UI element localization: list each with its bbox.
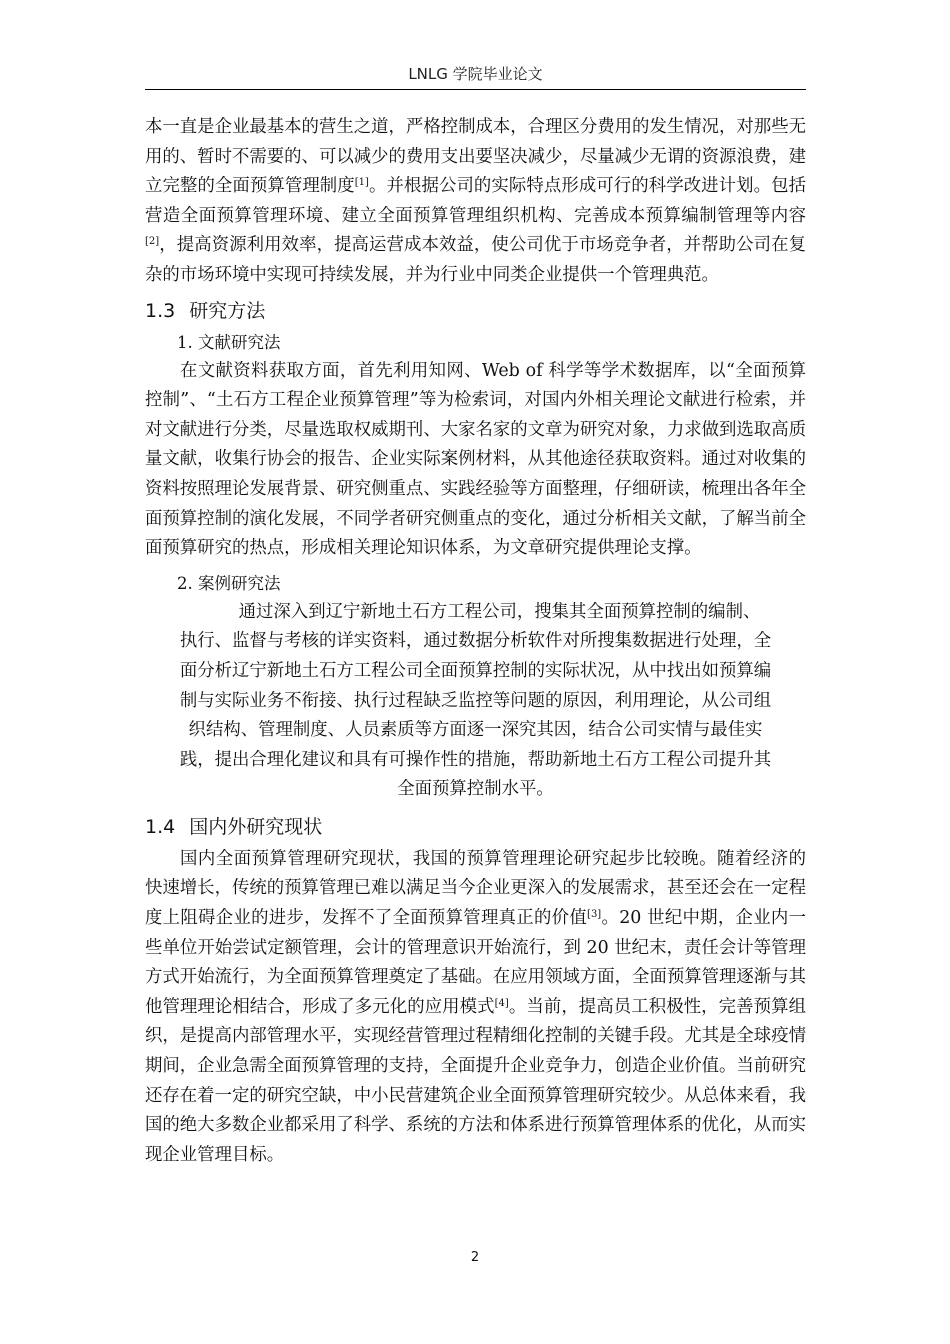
section-heading-1-3 [145, 293, 806, 329]
research-text-3: 。当前，提高员工积极性，完善预算组织，是提高内部管理水平，实现经营管理过程精细化控制的关键手段。尤其是全球疫情期间，企业急需全面预算管理的支持，全面提升企业竞争力，创造企业价值。当前研究还存在着一定的研究空缺，中小民营建筑企业全面预算管理研究较少。从总体来看，我国的绝大多数企业都采用了科学、系统的方法和体系进行预算管理体系的优化，从而实现企业管理目标。 [145, 996, 806, 1165]
case-method-paragraph [145, 598, 806, 805]
research-text-2: 。20 世纪中期，企业内一些单位开始尝试定额管理，会计的管理意识开始流行，到 20 世纪末，责任会计等管理方式开始流行，为全面预算管理奠定了基础。在应用领域方面，全面预算管理逐渐与其他管理理论相结合，形成了多元化的应用模式 [145, 908, 806, 1017]
document-body [145, 113, 806, 1170]
page-header: LNLG 学院毕业论文 [408, 65, 543, 83]
citation-1[interactable]: [1] [354, 177, 369, 189]
intro-text-1: 本一直是企业最基本的营生之道，严格控制成本，合理区分费用的发生情况，对那些无用的、暂时不需要的、可以减少的费用支出要坚决减少，尽量减少无谓的资源浪费，建立完整的全面预算管理制度 [145, 117, 806, 197]
case-line-1: 通过深入到辽宁新地土石方工程公司，搜集其全面预算控制的编制、 [238, 601, 761, 622]
citation-3[interactable]: [3] [587, 909, 602, 921]
case-line-3: 面分析辽宁新地土石方工程公司全面预算控制的实际状况，从中找出如预算编 [179, 660, 772, 681]
case-line-2: 执行、监督与考核的详实资料，通过数据分析软件对所搜集数据进行处理，全 [179, 631, 772, 652]
citation-2[interactable]: [2] [145, 236, 160, 248]
research-text-1: 国内全面预算管理研究现状，我国的预算管理理论研究起步比较晚。随着经济的快速增长，传统的预算管理已难以满足当今企业更深入的发展需求，甚至还会在一定程度上阻碍企业的进步，发挥不了全面预算管理真正的价值 [145, 848, 806, 929]
method-heading-literature: 1. 文献研究法 [177, 332, 281, 352]
case-line-6: 践，提出合理化建议和具有可操作性的措施，帮助新地土石方工程公司提升其 [179, 749, 772, 770]
case-line-7: 全面预算控制水平。 [397, 779, 554, 800]
section-number: 1.3 [145, 299, 176, 322]
section-heading-1-4 [145, 809, 806, 845]
literature-method-paragraph: 在文献资料获取方面，首先利用知网、Web of 科学等学术数据库，以“全面预算控制”、“土石方工程企业预算管理”等为检索词，对国内外相关理论文献进行检索，并对文献进行分类，尽量选取权威期刊、大家名家的文章为研究对象，力求做到选取高质量文献，收集行协会的报告、企业实际案例材料，从其他途径获取资料。通过对收集的资料按照理论发展背景、研究侧重点、实践经验等方面整理，仔细研读，梳理出各年全面预算控制的演化发展，不同学者研究侧重点的变化，通过分析相关文献，了解当前全面预算研究的热点，形成相关理论知识体系，为文章研究提供理论支撑。 [145, 360, 806, 559]
section-title: 研究方法 [189, 299, 266, 322]
citation-4[interactable]: [4] [494, 997, 509, 1009]
domestic-research-paragraph [145, 845, 806, 1171]
page-number: 2 [470, 1250, 480, 1265]
section-number: 1.4 [145, 815, 176, 838]
method-heading-case: 2. 案例研究法 [177, 573, 281, 593]
section-title: 国内外研究现状 [189, 815, 323, 838]
intro-paragraph [145, 113, 806, 291]
intro-text-2: 。并根据公司的实际特点形成可行的科学改进计划。包括营造全面预算管理环境、建立全面预算管理组织机构、完善成本预算编制管理等内容 [145, 176, 806, 226]
header-rule [145, 89, 806, 90]
case-line-4: 制与实际业务不衔接、执行过程缺乏监控等问题的原因，利用理论，从公司组 [179, 690, 772, 711]
intro-text-3: ，提高资源利用效率，提高运营成本效益，使公司优于市场竞争者，并帮助公司在复杂的市场环境中实现可持续发展，并为行业中同类企业提供一个管理典范。 [145, 235, 806, 285]
case-line-5: 织结构、管理制度、人员素质等方面逐一深究其因，结合公司实情与最佳实 [188, 720, 763, 741]
